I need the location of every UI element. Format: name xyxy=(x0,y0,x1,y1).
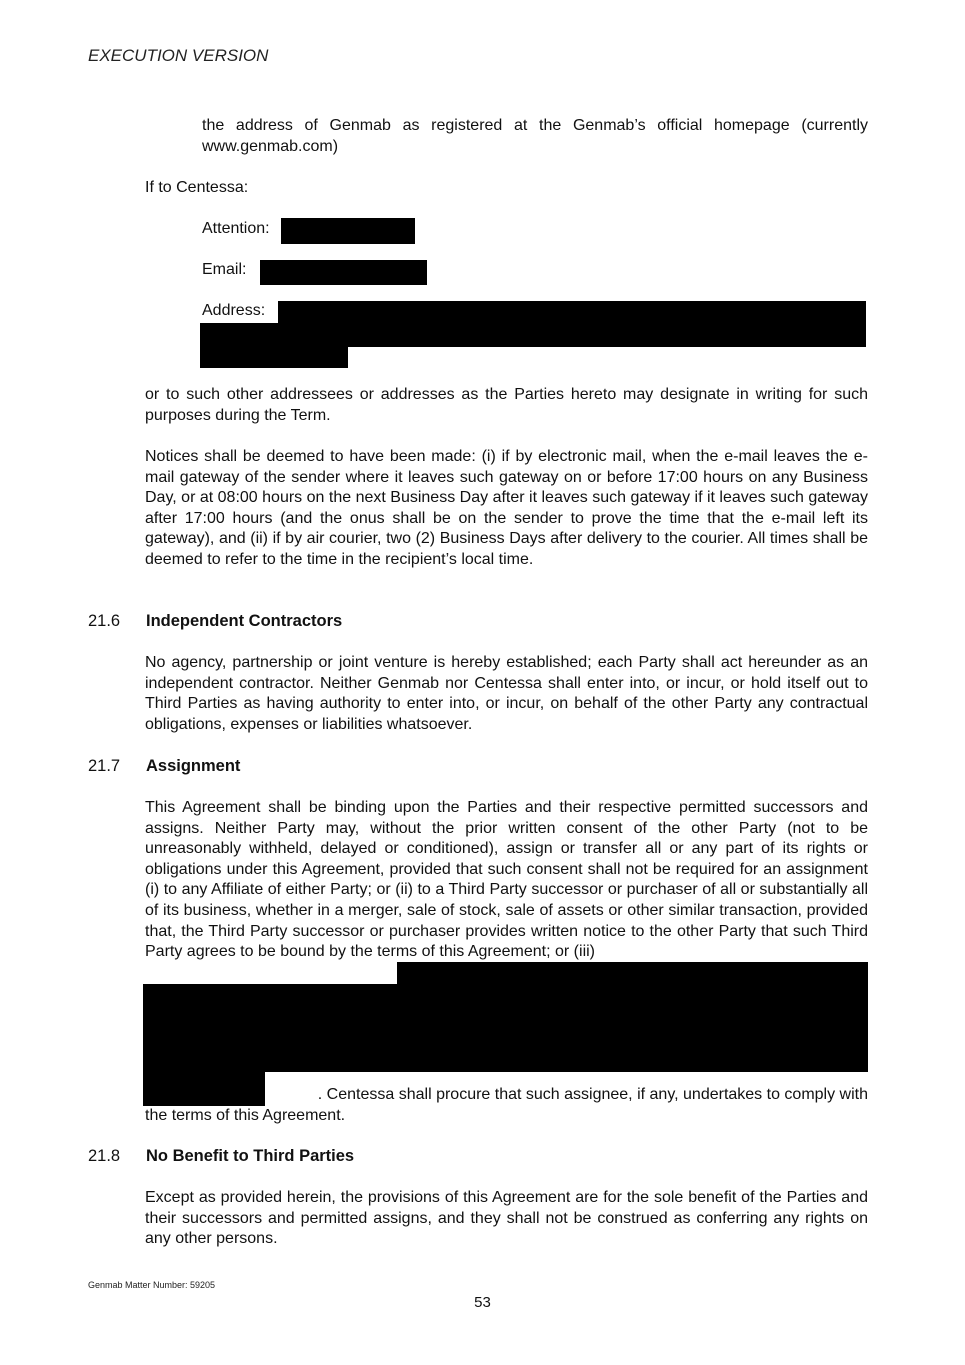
section-body: This Agreement shall be binding upon the Parties and their respective permitted successors and assigns. Neither Party may, without the prior written consent of the other Party (not to be unreasonably withheld, delayed or conditioned), assign or transfer all or any part of its rights or obligations under this Agreement, provided that such consent shall not be required for an assignment (i) to any Affiliate of either Party; or (ii) to a Third Party successor or purchaser of all or substantially all of its business, whether in a merger, sale of stock, sale of assets or other similar transaction, provided that, the Third Party successor or purchaser provides written notice to the other Party that such Third Party agrees to be bound by the terms of this Agreement; or (iii) xyxy=(145,799,868,961)
redaction-assignment-block xyxy=(143,984,868,1072)
notices-deemed-text: Notices shall be deemed to have been made: (i) if by electronic mail, when the e-mail leaves the e-mail gateway of the sender where it leaves such gateway on or before 17:00 hours on any Business Day, or at 08:00 hours on the next Business Day after it leaves such gateway if it leaves such gateway after 17:00 hours (and the onus shall be on the sender to prove the time that the e-mail left its gateway), and (ii) if by air courier, two (2) Business Days after delivery to the courier. All times shall be deemed to refer to the time in the recipient’s local time. xyxy=(145,448,868,568)
redaction-attention xyxy=(281,218,415,244)
address-label: Address: xyxy=(202,302,266,319)
section-number: 21.7 xyxy=(88,757,121,775)
attention-label: Attention: xyxy=(202,220,270,237)
section-number: 21.8 xyxy=(88,1147,121,1165)
section-number: 21.6 xyxy=(88,612,121,630)
redaction-email xyxy=(260,260,427,285)
page-number: 53 xyxy=(474,1294,491,1311)
section-title: No Benefit to Third Parties xyxy=(146,1147,355,1165)
redaction-address-line-2 xyxy=(200,323,866,347)
document-header: EXECUTION VERSION xyxy=(88,46,269,65)
other-addressees-text: or to such other addressees or addresses as the Parties hereto may designate in writing for such purposes during the Term. xyxy=(145,386,868,424)
section-title: Assignment xyxy=(146,757,241,775)
section-body-end: the terms of this Agreement. xyxy=(145,1107,346,1124)
redaction-assignment-line-last xyxy=(143,1070,265,1106)
email-label: Email: xyxy=(202,261,247,278)
genmab-address-text: the address of Genmab as registered at the Genmab’s official homepage (currently www.genmab.com) xyxy=(202,117,868,155)
section-body-tail: . Centessa shall procure that such assignee, if any, undertakes to comply with xyxy=(317,1086,868,1103)
redaction-assignment-line-1 xyxy=(397,962,868,986)
redaction-address-line-3 xyxy=(200,346,348,368)
centessa-intro: If to Centessa: xyxy=(145,179,249,196)
matter-number: Genmab Matter Number: 59205 xyxy=(88,1280,216,1290)
section-body: Except as provided herein, the provisions of this Agreement are for the sole benefit of the Parties and their successors and permitted assigns, and they shall not be construed as conferring any rights on any other persons. xyxy=(145,1189,868,1248)
section-body: No agency, partnership or joint venture is hereby established; each Party shall act hereunder as an independent contractor. Neither Genmab nor Centessa shall enter into, or incur, or hold itself out to Third Parties as having authority to enter into, or incur, on behalf of the other Party any contractual obligations, expenses or liabilities whatsoever. xyxy=(145,654,868,733)
section-title: Independent Contractors xyxy=(146,612,343,630)
